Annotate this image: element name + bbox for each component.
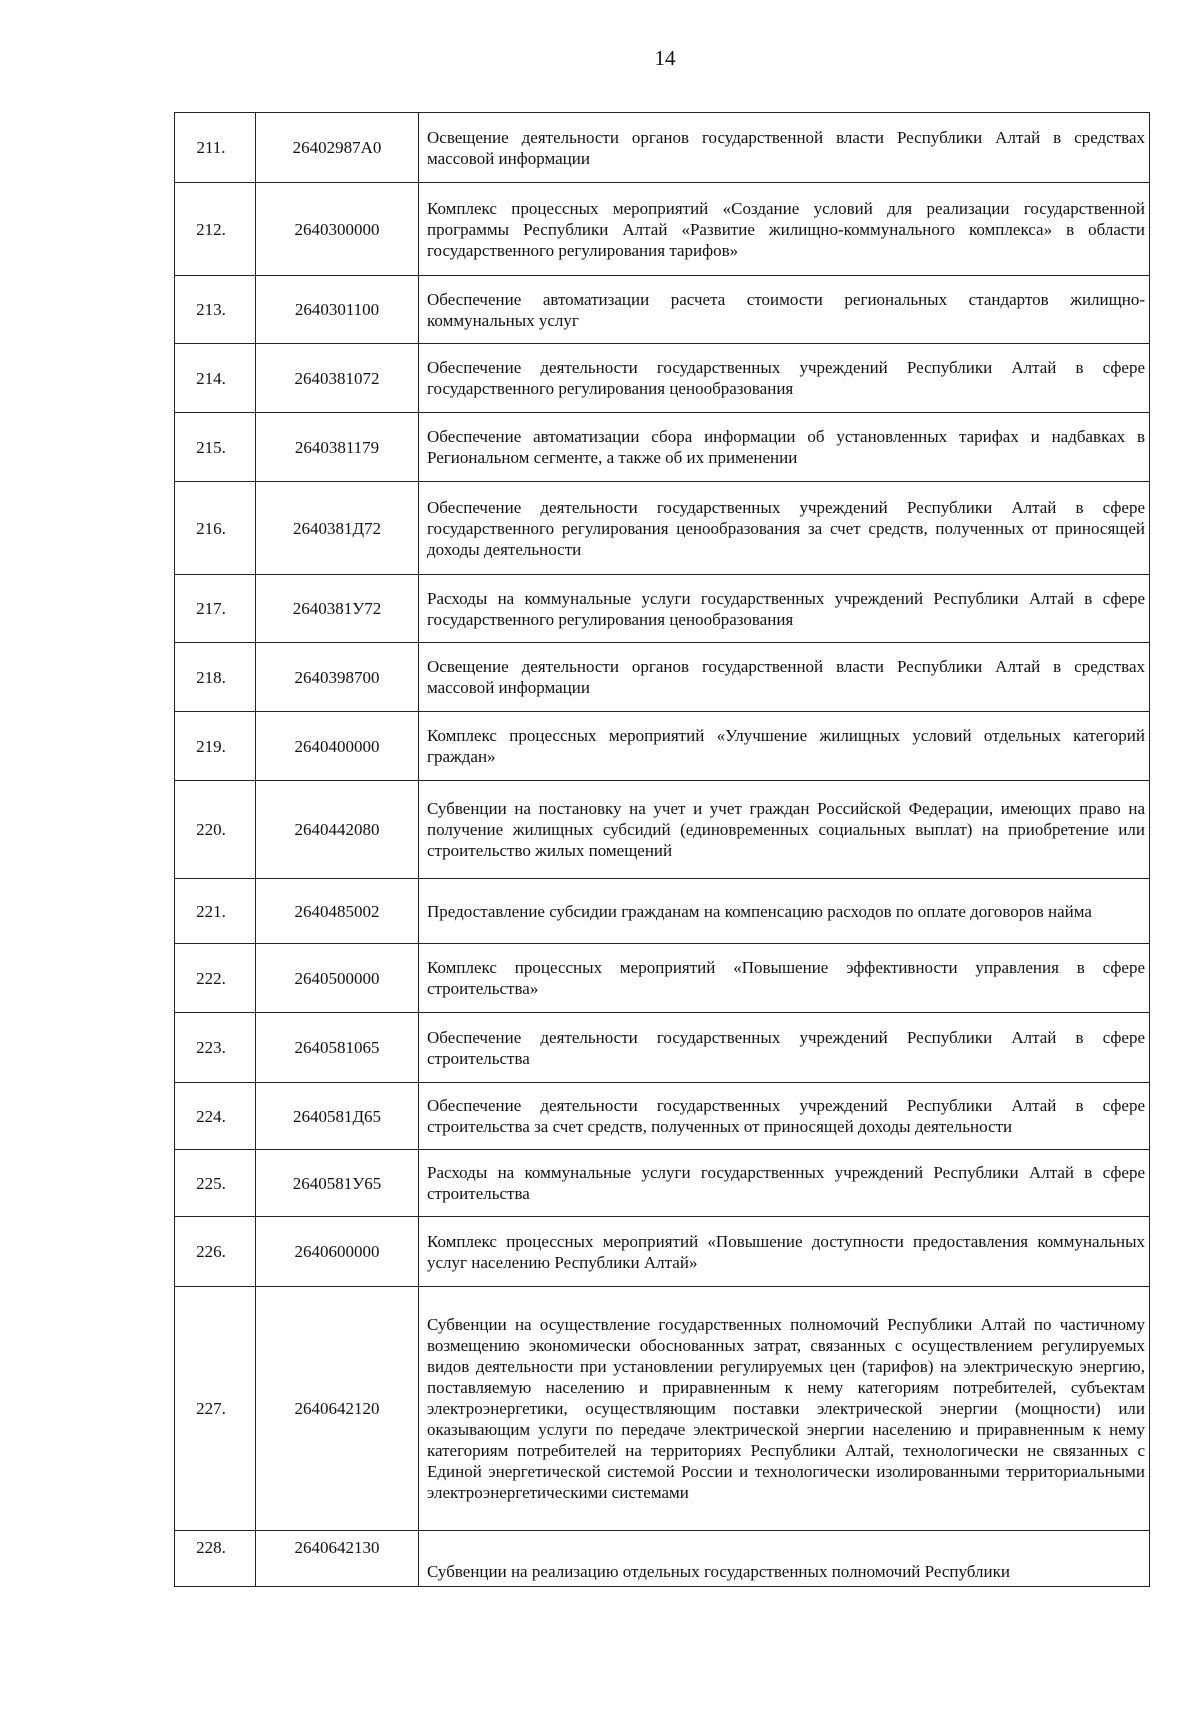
row-code: 2640381Д72 [256,482,419,575]
row-code: 2640442080 [256,781,419,879]
row-code: 2640381У72 [256,575,419,643]
table-row [175,643,1150,712]
row-description: Предоставление субсидии гражданам на компенсацию расходов по оплате договоров найма [419,879,1150,944]
row-code: 2640301100 [256,276,419,344]
table-row [175,944,1150,1013]
row-description: Обеспечение деятельности государственных учреждений Республики Алтай в сфере государственного регулирования ценообразования [419,344,1150,413]
row-number: 222. [175,944,256,1013]
table-row [175,113,1150,183]
table-row [175,1083,1150,1150]
budget-classification-table [174,112,1150,1587]
row-code: 2640300000 [256,183,419,276]
row-code: 2640581У65 [256,1150,419,1217]
row-number: 217. [175,575,256,643]
page-number: 14 [654,46,676,70]
row-description: Субвенции на постановку на учет и учет граждан Российской Федерации, имеющих право на получение жилищных субсидий (единовременных социальных выплат) на приобретение или строительство жилых помещений [419,781,1150,879]
row-number: 211. [175,113,256,183]
table-row [175,413,1150,482]
row-description: Освещение деятельности органов государственной власти Республики Алтай в средствах массовой информации [419,643,1150,712]
table-row [175,879,1150,944]
table-row [175,276,1150,344]
row-code: 2640500000 [256,944,419,1013]
row-code: 2640642130 [256,1531,419,1587]
row-code: 2640400000 [256,712,419,781]
row-number: 215. [175,413,256,482]
row-number: 227. [175,1287,256,1531]
table-row [175,1531,1150,1587]
row-number: 225. [175,1150,256,1217]
table-row [175,482,1150,575]
table-row [175,183,1150,276]
row-number: 219. [175,712,256,781]
row-code: 2640581Д65 [256,1083,419,1150]
row-number: 228. [175,1531,256,1587]
row-number: 214. [175,344,256,413]
row-description: Обеспечение деятельности государственных учреждений Республики Алтай в сфере государственного регулирования ценообразования за счет средств, полученных от приносящей доходы деятельности [419,482,1150,575]
row-code: 2640398700 [256,643,419,712]
table-row [175,575,1150,643]
row-code: 26402987А0 [256,113,419,183]
row-description: Комплекс процессных мероприятий «Повышение эффективности управления в сфере строительства» [419,944,1150,1013]
table-row [175,344,1150,413]
row-description: Расходы на коммунальные услуги государственных учреждений Республики Алтай в сфере государственного регулирования ценообразования [419,575,1150,643]
row-code: 2640581065 [256,1013,419,1083]
row-number: 213. [175,276,256,344]
table-row [175,1013,1150,1083]
row-code: 2640381072 [256,344,419,413]
row-number: 223. [175,1013,256,1083]
row-description: Субвенции на осуществление государственных полномочий Республики Алтай по частичному возмещению экономически обоснованных затрат, связанных с осуществлением регулируемых видов деятельности при установлении регулируемых цен (тарифов) на электрическую энергию, поставляемую населению и приравненным к нему категориям потребителей, субъектам электроэнергетики, осуществляющим поставки электрической энергии (мощности) или оказывающим услуги по передаче электрической энергии населению и приравненным к нему категориям потребителей на территориях Республики Алтай, технологически не связанных с Единой энергетической системой России и технологически изолированными территориальными электроэнергетическими системами [419,1287,1150,1531]
table-row [175,1217,1150,1287]
row-code: 2640600000 [256,1217,419,1287]
row-description: Комплекс процессных мероприятий «Создание условий для реализации государственной программы Республики Алтай «Развитие жилищно-коммунального комплекса» в области государственного регулирования тарифов» [419,183,1150,276]
row-number: 212. [175,183,256,276]
row-number: 224. [175,1083,256,1150]
row-description: Обеспечение деятельности государственных учреждений Республики Алтай в сфере строительства [419,1013,1150,1083]
row-description: Субвенции на реализацию отдельных государственных полномочий Республики [419,1531,1150,1587]
row-description: Обеспечение деятельности государственных учреждений Республики Алтай в сфере строительства за счет средств, полученных от приносящей доходы деятельности [419,1083,1150,1150]
row-code: 2640381179 [256,413,419,482]
row-description: Расходы на коммунальные услуги государственных учреждений Республики Алтай в сфере строительства [419,1150,1150,1217]
row-description: Комплекс процессных мероприятий «Повышение доступности предоставления коммунальных услуг населению Республики Алтай» [419,1217,1150,1287]
row-code: 2640642120 [256,1287,419,1531]
row-number: 218. [175,643,256,712]
row-number: 220. [175,781,256,879]
row-description: Обеспечение автоматизации сбора информации об установленных тарифах и надбавках в Региональном сегменте, а также об их применении [419,413,1150,482]
row-number: 221. [175,879,256,944]
row-number: 216. [175,482,256,575]
row-code: 2640485002 [256,879,419,944]
row-number: 226. [175,1217,256,1287]
table-row [175,781,1150,879]
row-description: Освещение деятельности органов государственной власти Республики Алтай в средствах массовой информации [419,113,1150,183]
row-description: Комплекс процессных мероприятий «Улучшение жилищных условий отдельных категорий граждан» [419,712,1150,781]
table-row [175,1287,1150,1531]
table-row [175,1150,1150,1217]
table-row [175,712,1150,781]
row-description: Обеспечение автоматизации расчета стоимости региональных стандартов жилищно-коммунальных услуг [419,276,1150,344]
